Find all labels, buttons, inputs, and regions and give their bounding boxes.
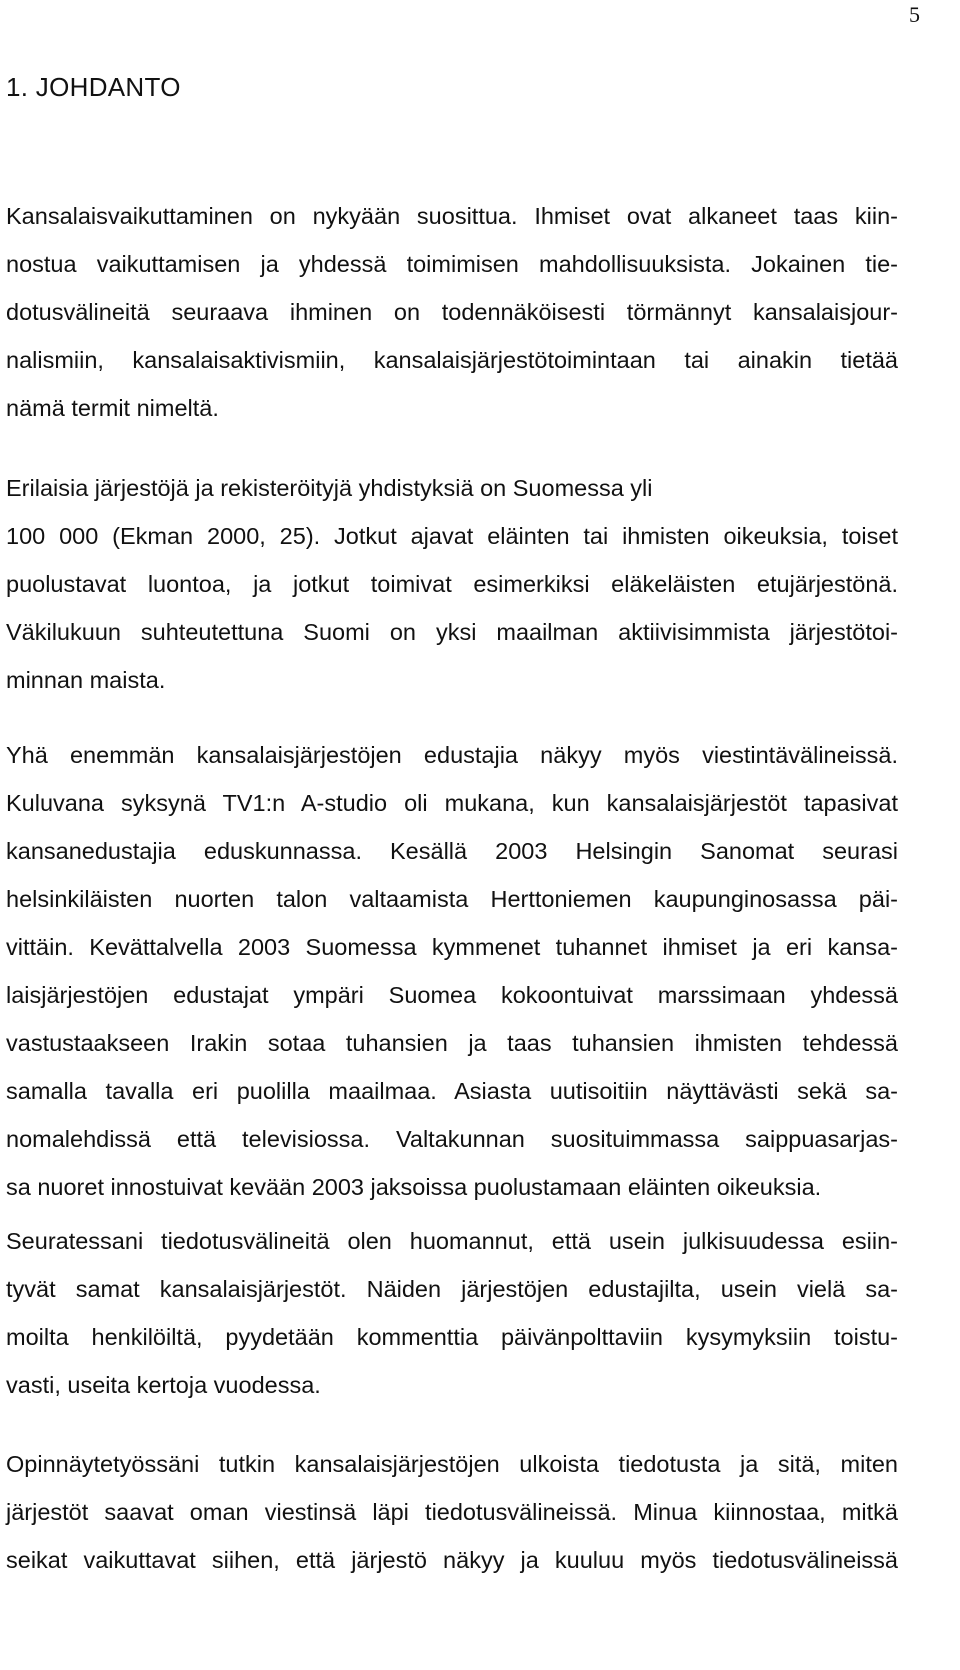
chapter-heading: 1. JOHDANTO xyxy=(6,72,181,102)
text-line: samalla tavalla eri puolilla maailmaa. Asiasta uutisoitiin näyttävästi sekä sa- xyxy=(6,1078,898,1104)
text-line: sa nuoret innostuivat kevään 2003 jaksoissa puolustamaan eläinten oikeuksia. xyxy=(6,1174,822,1200)
text-line: Kuluvana syksynä TV1:n A-studio oli mukana, kun kansalaisjärjestöt tapasivat xyxy=(6,790,898,816)
text-line: tyvät samat kansalaisjärjestöt. Näiden järjestöjen edustajilta, usein vielä sa- xyxy=(6,1276,898,1302)
text-line: Opinnäytetyössäni tutkin kansalaisjärjestöjen ulkoista tiedotusta ja sitä, miten xyxy=(6,1451,898,1477)
text-line: helsinkiläisten nuorten talon valtaamista Herttoniemen kaupunginosassa päi- xyxy=(6,886,898,912)
text-line: Väkilukuun suhteutettuna Suomi on yksi maailman aktiivisimmista järjestötoi- xyxy=(6,619,898,645)
paragraph-4 xyxy=(6,1217,898,1409)
text-line: Yhä enemmän kansalaisjärjestöjen edustajia näkyy myös viestintävälineissä. xyxy=(6,742,898,768)
paragraph-5 xyxy=(6,1440,898,1584)
text-line: puolustavat luontoa, ja jotkut toimivat esimerkiksi eläkeläisten etujärjestönä. xyxy=(6,571,898,597)
paragraph-1 xyxy=(6,192,898,432)
page-number: 5 xyxy=(909,2,920,27)
text-line: nalismiin, kansalaisaktivismiin, kansalaisjärjestötoimintaan tai ainakin tietää xyxy=(6,347,898,373)
text-line: kansanedustajia eduskunnassa. Kesällä 2003 Helsingin Sanomat seurasi xyxy=(6,838,898,864)
text-line: vasti, useita kertoja vuodessa. xyxy=(6,1372,321,1398)
text-line: moilta henkilöiltä, pyydetään kommenttia päivänpolttaviin kysymyksiin toistu- xyxy=(6,1324,898,1350)
text-line: nostua vaikuttamisen ja yhdessä toimimisen mahdollisuuksista. Jokainen tie- xyxy=(6,251,898,277)
text-line: minnan maista. xyxy=(6,667,166,693)
text-line: Kansalaisvaikuttaminen on nykyään suosittua. Ihmiset ovat alkaneet taas kiin- xyxy=(6,203,898,229)
text-line: nämä termit nimeltä. xyxy=(6,395,219,421)
text-line: seikat vaikuttavat siihen, että järjestö näkyy ja kuuluu myös tiedotusvälineissä xyxy=(6,1547,898,1573)
text-line: nomalehdissä että televisiossa. Valtakunnan suosituimmassa saippuasarjas- xyxy=(6,1126,898,1152)
text-line: järjestöt saavat oman viestinsä läpi tiedotusvälineissä. Minua kiinnostaa, mitkä xyxy=(6,1499,898,1525)
text-line: 100 000 (Ekman 2000, 25). Jotkut ajavat eläinten tai ihmisten oikeuksia, toiset xyxy=(6,523,898,549)
text-line: laisjärjestöjen edustajat ympäri Suomea kokoontuivat marssimaan yhdessä xyxy=(6,982,898,1008)
paragraph-3 xyxy=(6,731,898,1211)
text-line: vastustaakseen Irakin sotaa tuhansien ja taas tuhansien ihmisten tehdessä xyxy=(6,1030,898,1056)
text-line: dotusvälineitä seuraava ihminen on todennäköisesti törmännyt kansalaisjour- xyxy=(6,299,898,325)
text-line: vittäin. Kevättalvella 2003 Suomessa kymmenet tuhannet ihmiset ja eri kansa- xyxy=(6,934,898,960)
text-line: Erilaisia järjestöjä ja rekisteröityjä yhdistyksiä on Suomessa yli xyxy=(6,475,653,501)
text-line: Seuratessani tiedotusvälineitä olen huomannut, että usein julkisuudessa esiin- xyxy=(6,1228,898,1254)
paragraph-2 xyxy=(6,464,898,704)
